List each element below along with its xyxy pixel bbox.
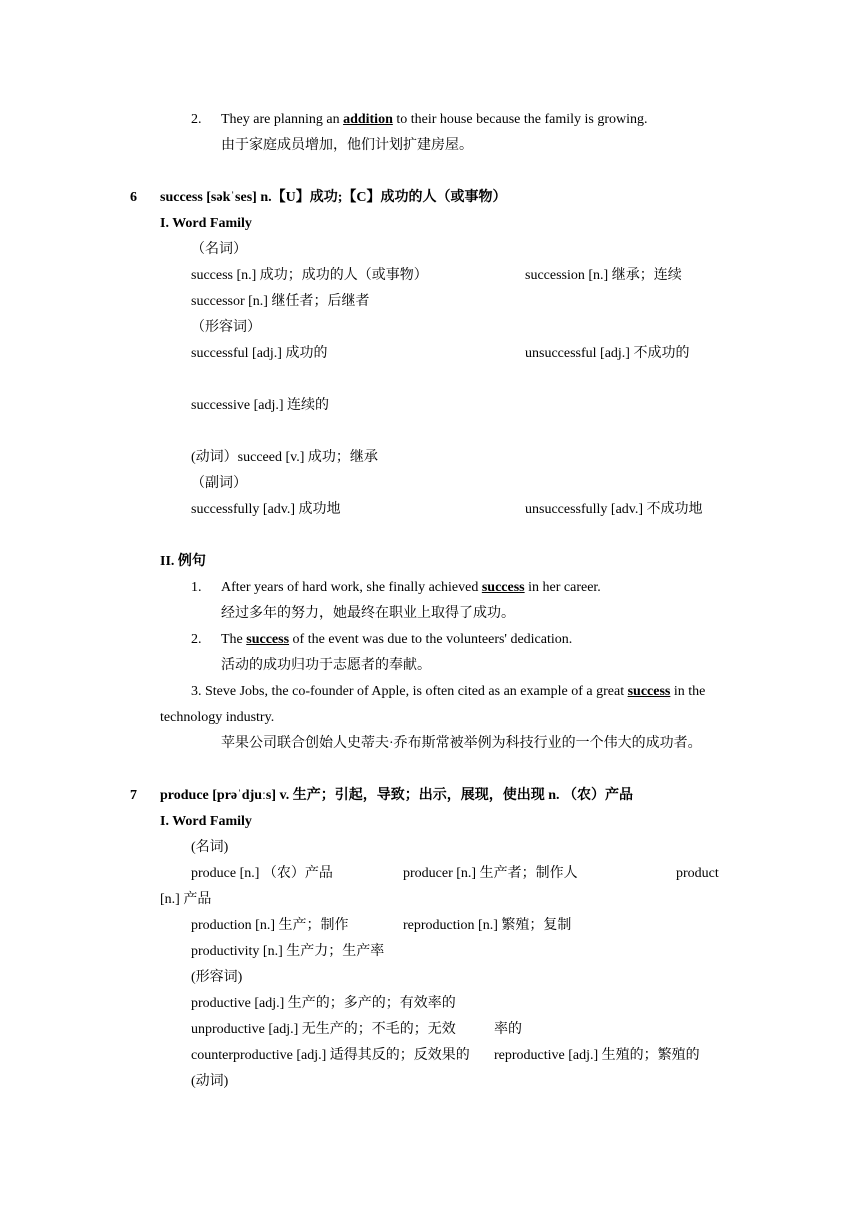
- example-translation: 由于家庭成员增加，他们计划扩建房屋。: [221, 138, 473, 153]
- example-translation: 经过多年的努力，她最终在职业上取得了成功。: [221, 606, 515, 621]
- pos-label-adj: (形容词): [191, 970, 243, 985]
- entry-headword: success [səkˈses] n.【U】成功;【C】成功的人（或事物）: [160, 190, 507, 205]
- word-family-heading: I. Word Family: [160, 216, 252, 231]
- examples-heading: II. 例句: [160, 554, 206, 569]
- family-word: reproductive [adj.] 生殖的；繁殖的: [494, 1048, 700, 1063]
- family-word: successive [adj.] 连续的: [191, 398, 330, 413]
- example-sentence: [221, 579, 601, 597]
- family-word: unproductive [adj.] 无生产的；不毛的；无效: [191, 1022, 456, 1037]
- pos-label-noun: （名词）: [191, 242, 247, 257]
- family-word: counterproductive [adj.] 适得其反的；反效果的: [191, 1048, 470, 1063]
- family-word: unsuccessful [adj.] 不成功的: [525, 346, 690, 361]
- family-word: reproduction [n.] 繁殖；复制: [403, 918, 572, 933]
- sentence-text: in her career.: [524, 580, 601, 595]
- sentence-text: They are planning an: [221, 112, 344, 127]
- pos-label-adv: （副词）: [191, 476, 247, 491]
- word-family-heading: I. Word Family: [160, 814, 252, 829]
- family-word: succession [n.] 继承；连续: [525, 268, 682, 283]
- family-word-fragment: 率的: [494, 1022, 522, 1037]
- sentence-text: After years of hard work, she finally achieved: [221, 580, 482, 595]
- pos-label-noun: (名词): [191, 840, 229, 855]
- keyword: success: [481, 580, 525, 595]
- example-sentence-wrap: technology industry.: [160, 710, 275, 725]
- sentence-text: to their house because the family is growing.: [392, 112, 648, 127]
- example-translation: 活动的成功归功于志愿者的奉献。: [221, 658, 431, 673]
- family-word: success [n.] 成功；成功的人（或事物）: [191, 268, 428, 283]
- family-word: production [n.] 生产；制作: [191, 918, 349, 933]
- family-word-verb: (动词）succeed [v.] 成功；继承: [191, 450, 378, 465]
- sentence-text: in the: [670, 684, 706, 699]
- family-word: successfully [adv.] 成功地: [191, 502, 341, 517]
- keyword: addition: [343, 112, 393, 127]
- family-word: successor [n.] 继任者；后继者: [191, 294, 370, 309]
- example-sentence: [191, 683, 705, 701]
- entry-number: 6: [130, 190, 137, 205]
- family-word: producer [n.] 生产者；制作人: [403, 866, 578, 881]
- sentence-text: 3. Steve Jobs, the co-founder of Apple, is often cited as an example of a great: [191, 684, 628, 699]
- example-number: 1.: [191, 580, 202, 595]
- sentence-text: of the event was due to the volunteers' dedication.: [289, 632, 573, 647]
- family-word: produce [n.] （农）产品: [191, 866, 333, 881]
- entry-number: 7: [130, 788, 137, 803]
- family-word: productive [adj.] 生产的；多产的；有效率的: [191, 996, 456, 1011]
- example-sentence: [221, 631, 572, 649]
- example-number: 2.: [191, 632, 202, 647]
- family-word: product: [676, 866, 719, 881]
- example-translation: 苹果公司联合创始人史蒂夫·乔布斯常被举例为科技行业的一个伟大的成功者。: [221, 736, 702, 751]
- family-word: unsuccessfully [adv.] 不成功地: [525, 502, 703, 517]
- keyword: success: [246, 632, 290, 647]
- pos-label-verb: (动词): [191, 1074, 229, 1089]
- example-number: 2.: [191, 112, 202, 127]
- keyword: success: [627, 684, 671, 699]
- pos-label-adj: （形容词）: [191, 320, 261, 335]
- family-word: productivity [n.] 生产力；生产率: [191, 944, 385, 959]
- entry-headword: produce [prəˈdjuːs] v. 生产；引起，导致；出示，展现，使出现 n. （农）产品: [160, 788, 634, 803]
- family-word: successful [adj.] 成功的: [191, 346, 328, 361]
- sentence-text: The: [221, 632, 247, 647]
- example-sentence: [221, 111, 648, 129]
- family-word-wrap: [n.] 产品: [160, 892, 212, 907]
